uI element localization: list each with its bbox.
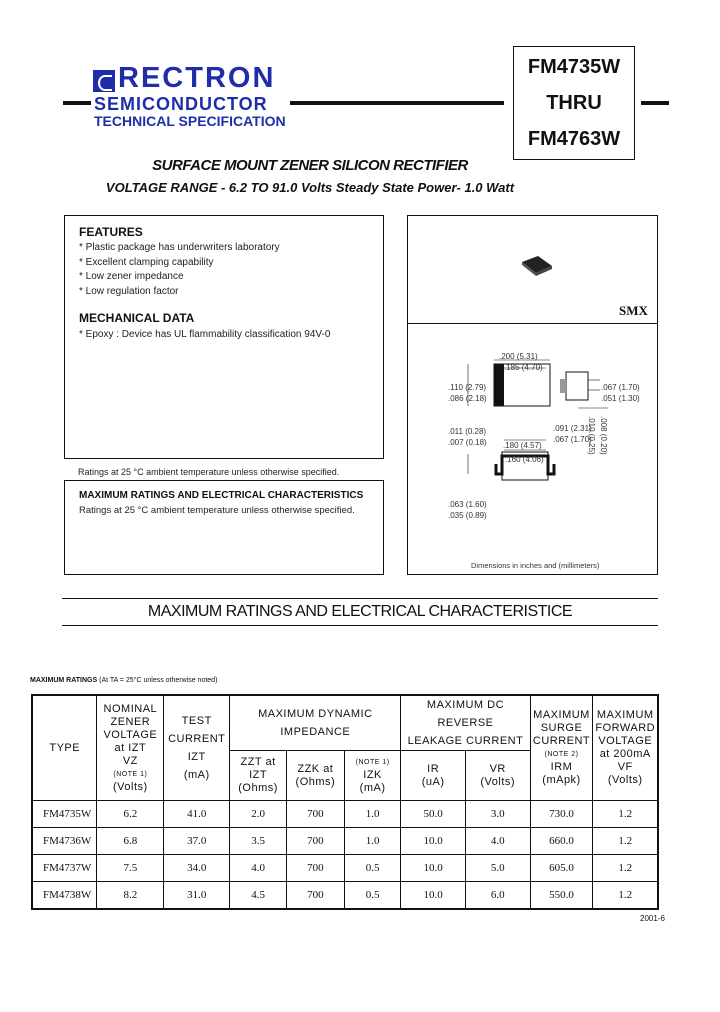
list-item: * Low zener impedance — [79, 271, 184, 282]
brand-tagline: TECHNICAL SPECIFICATION — [94, 113, 286, 129]
cell: 0.5 — [344, 854, 401, 881]
cell: 4.0 — [230, 854, 287, 881]
col-zzt: ZZT at IZT (Ohms) — [230, 751, 287, 801]
col-zzk: ZZK at (Ohms) — [286, 751, 344, 801]
header-rule-left — [63, 101, 91, 105]
brand-name: RECTRON — [118, 62, 276, 94]
cell: 10.0 — [401, 854, 466, 881]
brand-subtitle: SEMICONDUCTOR — [94, 94, 268, 114]
list-item: * Plastic package has underwriters laboratory — [79, 242, 280, 253]
cell: 6.8 — [97, 827, 164, 854]
dim-g2: .160 (4.06) — [505, 455, 544, 464]
cell: 1.2 — [593, 881, 658, 909]
cell: 7.5 — [97, 854, 164, 881]
col-type: TYPE — [32, 695, 97, 801]
cell: 700 — [286, 881, 344, 909]
cell: 34.0 — [164, 854, 230, 881]
dim-e1: .091 (2.31) — [553, 424, 592, 433]
dim-f2: .008 (0.20) — [599, 416, 608, 455]
dim-e2: .067 (1.70) — [553, 435, 592, 444]
max-ratings-box — [64, 480, 384, 575]
cell: 50.0 — [401, 801, 466, 828]
cell-type: FM4735W — [32, 801, 97, 828]
col-surge: MAXIMUM SURGE CURRENT (NOTE 2) IRM (mApk) — [530, 695, 593, 801]
cell: 550.0 — [530, 881, 593, 909]
features-box — [64, 215, 384, 459]
table-row — [32, 827, 658, 854]
col-izk: (NOTE 1) IZK (mA) — [344, 751, 401, 801]
cell: 1.0 — [344, 827, 401, 854]
cell: 700 — [286, 827, 344, 854]
table-row — [32, 854, 658, 881]
col-dynamic-impedance: MAXIMUM DYNAMIC IMPEDANCE — [230, 695, 401, 751]
cell: 1.0 — [344, 801, 401, 828]
dim-h2: .035 (0.89) — [448, 511, 487, 520]
cell: 6.2 — [97, 801, 164, 828]
mechanical-heading: MECHANICAL DATA — [79, 311, 195, 325]
table-row — [32, 801, 658, 828]
cell: 700 — [286, 854, 344, 881]
cell-type: FM4736W — [32, 827, 97, 854]
document-title: SURFACE MOUNT ZENER SILICON RECTIFIER — [152, 157, 468, 174]
cell: 0.5 — [344, 881, 401, 909]
cell: 4.0 — [465, 827, 530, 854]
cell: 4.5 — [230, 881, 287, 909]
col-test-current: TEST CURRENT IZT (mA) — [164, 695, 230, 801]
dim-a2: .185 (4.70) — [504, 363, 543, 372]
package-photo-area — [408, 216, 657, 324]
date-code: 2001-6 — [640, 914, 665, 923]
cell: 2.0 — [230, 801, 287, 828]
col-ir: IR (uA) — [401, 751, 466, 801]
rectron-logo-icon — [93, 70, 115, 92]
max-ratings-label — [30, 677, 217, 684]
chip-icon — [518, 252, 558, 278]
cell: 6.0 — [465, 881, 530, 909]
mechanical-item: * Epoxy : Device has UL flammability classification 94V-0 — [79, 329, 331, 340]
max-ratings-note: Ratings at 25 °C ambient temperature unless otherwise specified. — [79, 505, 355, 516]
package-name: SMX — [619, 303, 648, 318]
cell: 5.0 — [465, 854, 530, 881]
dim-c1: .067 (1.70) — [601, 383, 640, 392]
cell: 8.2 — [97, 881, 164, 909]
cell: 41.0 — [164, 801, 230, 828]
ratings-note: Ratings at 25 °C ambient temperature unless otherwise specified. — [78, 467, 340, 477]
features-list — [79, 241, 280, 299]
dim-g1: .180 (4.57) — [503, 441, 542, 450]
dim-a1: .200 (5.31) — [499, 352, 538, 361]
table-row — [32, 881, 658, 909]
features-heading: FEATURES — [79, 225, 143, 239]
cell: 37.0 — [164, 827, 230, 854]
max-ratings-label-text: MAXIMUM RATINGS — [30, 677, 98, 684]
col-leakage: MAXIMUM DC REVERSE LEAKAGE CURRENT — [401, 695, 530, 751]
col-vr: VR (Volts) — [465, 751, 530, 801]
dim-b1: .110 (2.79) — [448, 383, 487, 392]
part-to: FM4763W — [527, 128, 621, 150]
cell-type: FM4737W — [32, 854, 97, 881]
cell: 1.2 — [593, 854, 658, 881]
part-from: FM4735W — [527, 56, 621, 78]
cell: 1.2 — [593, 827, 658, 854]
dim-h1: .063 (1.60) — [448, 500, 487, 509]
cell: 605.0 — [530, 854, 593, 881]
package-box — [407, 215, 658, 575]
max-ratings-condition: (At TA = 25°C unless otherwise noted) — [99, 677, 218, 684]
cell: 700 — [286, 801, 344, 828]
dim-f1: .010 (0.25) — [587, 416, 596, 455]
col-forward: MAXIMUM FORWARD VOLTAGE at 200mA VF (Volts) — [593, 695, 658, 801]
cell: 1.2 — [593, 801, 658, 828]
cell: 660.0 — [530, 827, 593, 854]
cell-type: FM4738W — [32, 881, 97, 909]
section-title: MAXIMUM RATINGS AND ELECTRICAL CHARACTERISTICE — [62, 598, 658, 626]
dim-b2: .086 (2.18) — [448, 394, 487, 403]
dimensions-caption: Dimensions in inches and (millimeters) — [471, 561, 600, 570]
cell: 730.0 — [530, 801, 593, 828]
document-subtitle: VOLTAGE RANGE - 6.2 TO 91.0 Volts Steady State Power- 1.0 Watt — [105, 180, 515, 195]
header-rule-right — [641, 101, 669, 105]
part-range-box — [513, 46, 635, 160]
dim-d1: .011 (0.28) — [448, 427, 487, 436]
part-thru: THRU — [546, 92, 602, 114]
list-item: * Excellent clamping capability — [79, 256, 214, 268]
dim-c2: .051 (1.30) — [601, 394, 640, 403]
col-nominal: NOMINAL ZENER VOLTAGE at IZT VZ (NOTE 1) (Volts) — [97, 695, 164, 801]
header-rule-middle — [290, 101, 504, 105]
cell: 10.0 — [401, 827, 466, 854]
header-row — [32, 695, 658, 751]
cell: 3.5 — [230, 827, 287, 854]
spec-table — [31, 694, 659, 910]
list-item: * Low regulation factor — [79, 285, 179, 297]
max-ratings-heading: MAXIMUM RATINGS AND ELECTRICAL CHARACTERISTICS — [79, 490, 364, 501]
dim-d2: .007 (0.18) — [448, 438, 487, 447]
cell: 10.0 — [401, 881, 466, 909]
cell: 3.0 — [465, 801, 530, 828]
cell: 31.0 — [164, 881, 230, 909]
